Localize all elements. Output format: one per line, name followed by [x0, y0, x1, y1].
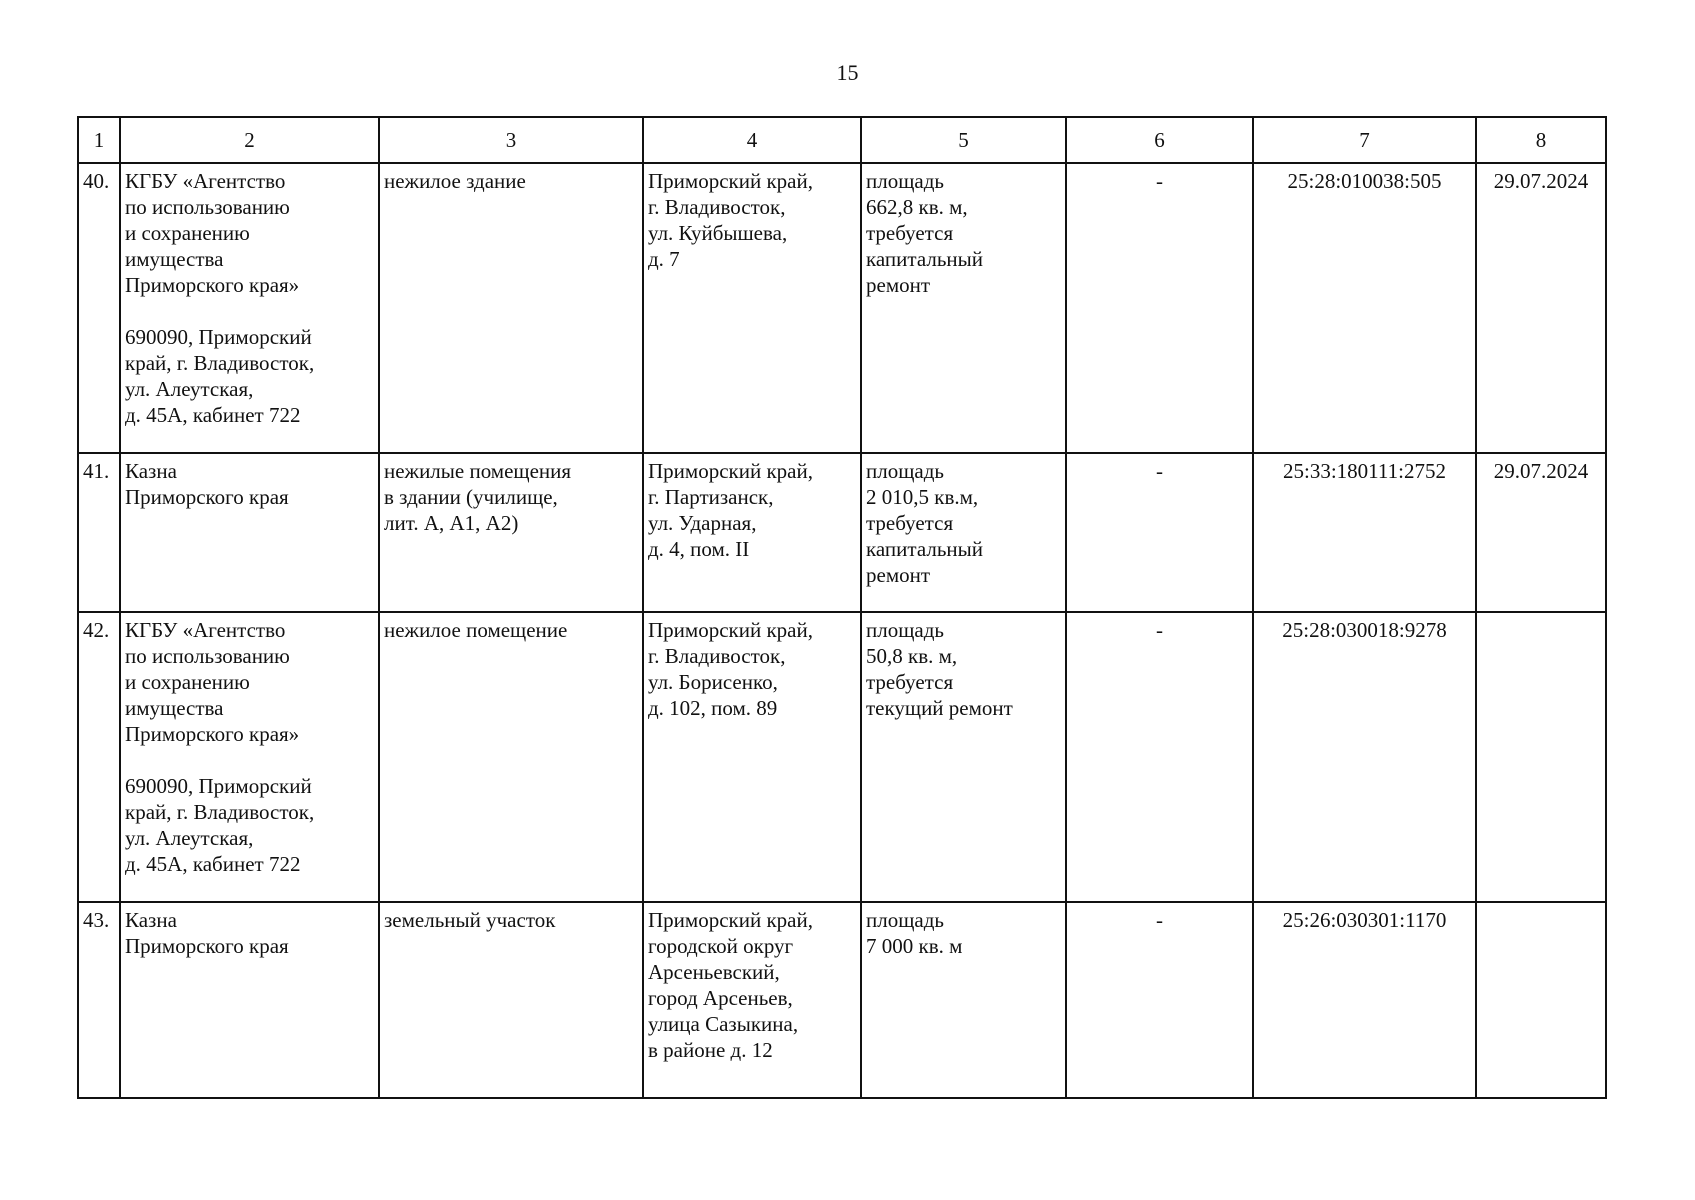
- page-number: 15: [836, 60, 859, 85]
- column-header: 3: [379, 117, 643, 163]
- table-row: [78, 163, 1606, 453]
- column-6-cell: -: [1066, 902, 1253, 1098]
- date-cell: [1476, 612, 1606, 902]
- column-header: 2: [120, 117, 379, 163]
- date-cell: 29.07.2024: [1476, 453, 1606, 612]
- cadastral-number-cell: 25:28:010038:505: [1253, 163, 1476, 453]
- table-row: [78, 453, 1606, 612]
- object-type-cell: нежилое здание: [379, 163, 643, 453]
- holder-cell: КГБУ «Агентство по использованию и сохранению имущества Приморского края» 690090, Приморский край, г. Владивосток, ул. Алеутская, д. 45А, кабинет 722: [120, 612, 379, 902]
- row-number: 43.: [78, 902, 120, 1098]
- column-header: 5: [861, 117, 1066, 163]
- column-header: 7: [1253, 117, 1476, 163]
- column-6-cell: -: [1066, 163, 1253, 453]
- column-6-cell: -: [1066, 612, 1253, 902]
- object-type-cell: нежилые помещения в здании (училище, лит. А, А1, А2): [379, 453, 643, 612]
- column-header: 4: [643, 117, 861, 163]
- address-cell: Приморский край, г. Владивосток, ул. Куйбышева, д. 7: [643, 163, 861, 453]
- column-header: 1: [78, 117, 120, 163]
- date-cell: [1476, 902, 1606, 1098]
- property-table: [77, 116, 1607, 1099]
- cadastral-number-cell: 25:33:180111:2752: [1253, 453, 1476, 612]
- row-number: 42.: [78, 612, 120, 902]
- address-cell: Приморский край, городской округ Арсеньевский, город Арсеньев, улица Сазыкина, в районе д. 12: [643, 902, 861, 1098]
- cadastral-number-cell: 25:28:030018:9278: [1253, 612, 1476, 902]
- holder-cell: Казна Приморского края: [120, 902, 379, 1098]
- object-type-cell: нежилое помещение: [379, 612, 643, 902]
- table-row: [78, 612, 1606, 902]
- holder-cell: Казна Приморского края: [120, 453, 379, 612]
- table-header-row: [78, 117, 1606, 163]
- address-cell: Приморский край, г. Партизанск, ул. Ударная, д. 4, пом. II: [643, 453, 861, 612]
- cadastral-number-cell: 25:26:030301:1170: [1253, 902, 1476, 1098]
- holder-cell: КГБУ «Агентство по использованию и сохранению имущества Приморского края» 690090, Приморский край, г. Владивосток, ул. Алеутская, д. 45А, кабинет 722: [120, 163, 379, 453]
- characteristics-cell: площадь 662,8 кв. м, требуется капитальный ремонт: [861, 163, 1066, 453]
- row-number: 40.: [78, 163, 120, 453]
- object-type-cell: земельный участок: [379, 902, 643, 1098]
- characteristics-cell: площадь 2 010,5 кв.м, требуется капитальный ремонт: [861, 453, 1066, 612]
- column-header: 8: [1476, 117, 1606, 163]
- characteristics-cell: площадь 50,8 кв. м, требуется текущий ремонт: [861, 612, 1066, 902]
- date-cell: 29.07.2024: [1476, 163, 1606, 453]
- characteristics-cell: площадь 7 000 кв. м: [861, 902, 1066, 1098]
- column-header: 6: [1066, 117, 1253, 163]
- row-number: 41.: [78, 453, 120, 612]
- address-cell: Приморский край, г. Владивосток, ул. Борисенко, д. 102, пом. 89: [643, 612, 861, 902]
- column-6-cell: -: [1066, 453, 1253, 612]
- table-row: [78, 902, 1606, 1098]
